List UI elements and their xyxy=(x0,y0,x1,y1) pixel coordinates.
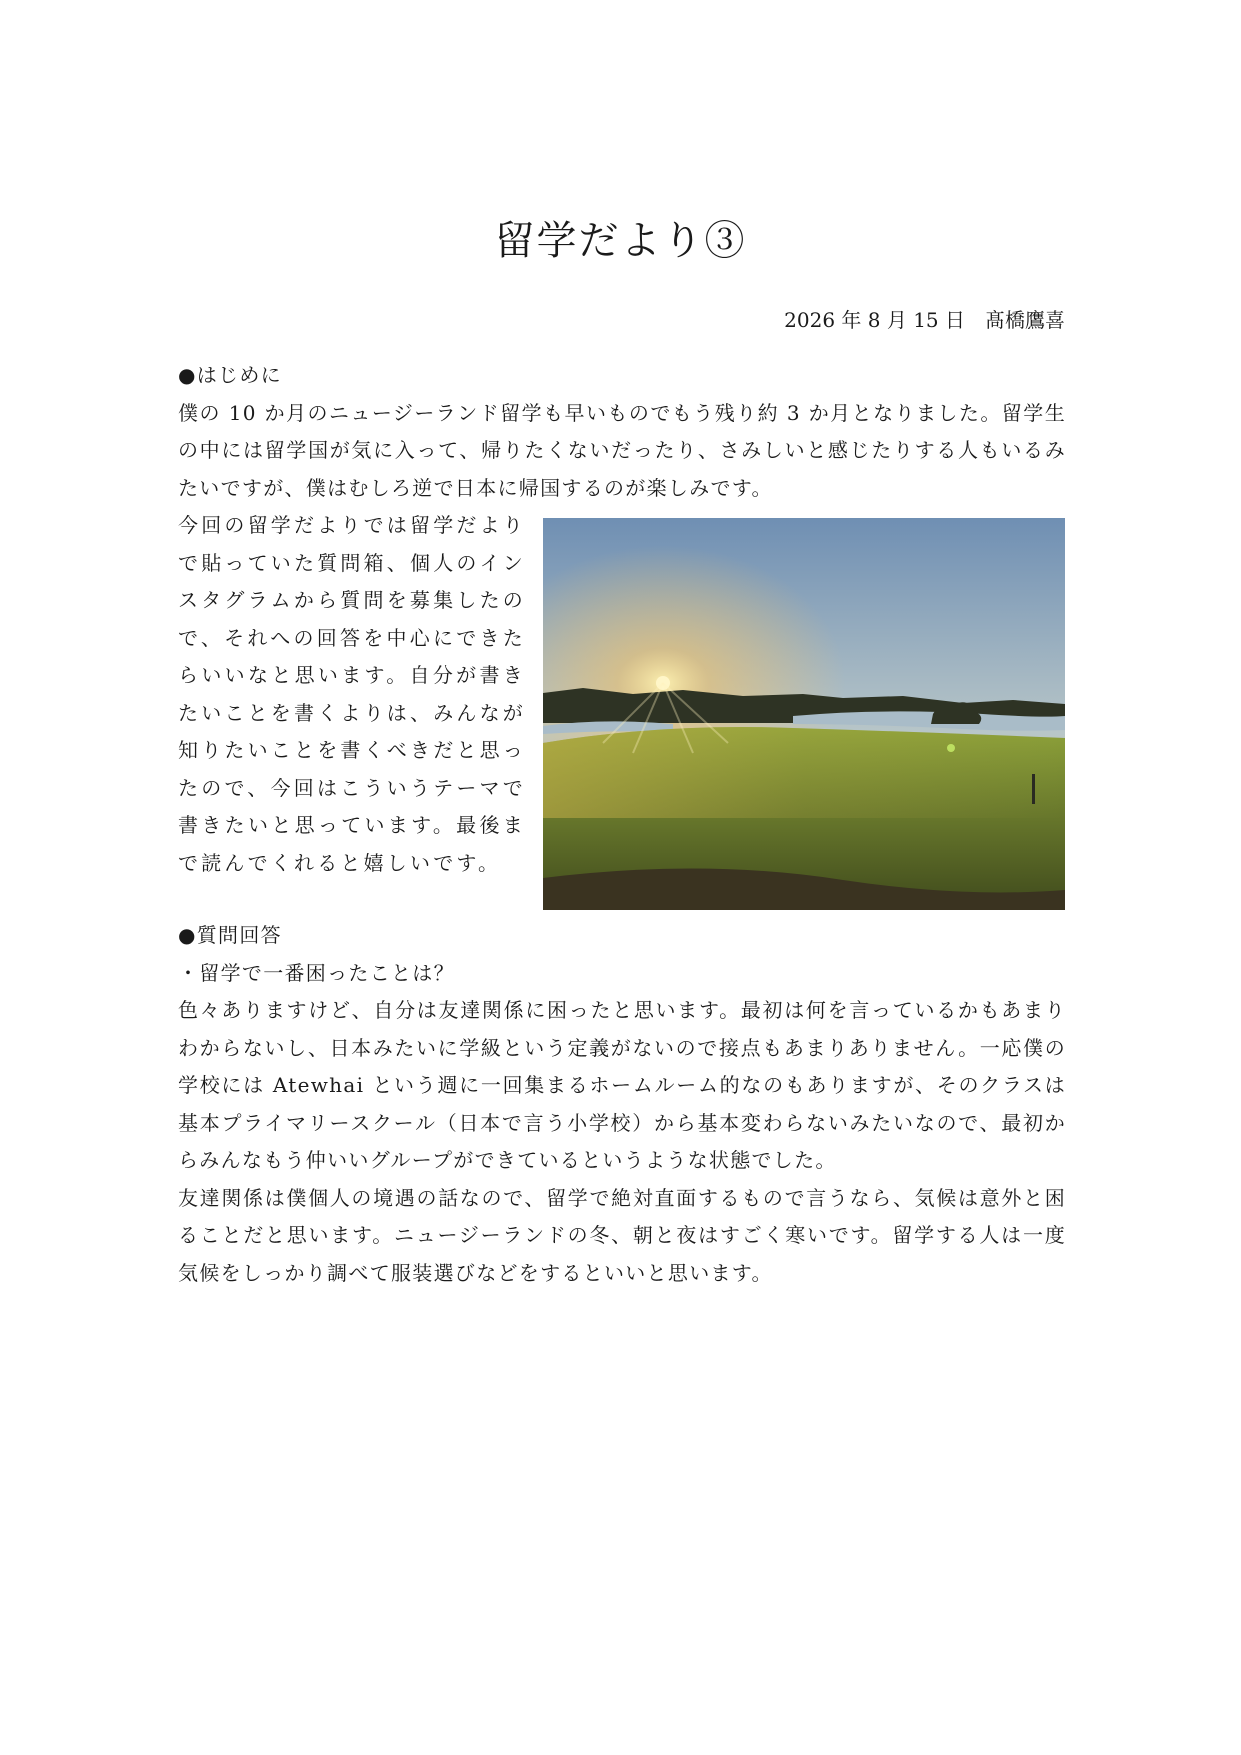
qa-section xyxy=(178,917,1066,1292)
intro-wrap-paragraph: 今回の留学だよりでは留学だよりで貼っていた質問箱、個人のインスタグラムから質問を募集したので、それへの回答を中心にできたらいいなと思います。自分が書きたいことを書くよりは、みんなが知りたいことを書くべきだと思ったので、今回はこういうテーマで書きたいと思っています。最後まで読んでくれると嬉しいです。 xyxy=(178,513,526,875)
author-name: 髙橋鷹喜 xyxy=(985,308,1065,332)
byline xyxy=(784,302,1065,338)
document-title: 留学だより③ xyxy=(494,218,747,264)
date: 2026 年 8 月 15 日 xyxy=(784,308,965,332)
qa-heading: ●質問回答 xyxy=(178,923,282,947)
sunlit-grass xyxy=(543,727,1065,818)
sunset-landscape-photo xyxy=(543,518,1065,910)
qa-question: ・留学で一番困ったことは？ xyxy=(178,960,455,985)
fence-post xyxy=(1032,774,1035,804)
qa-answer-1: 色々ありますけど、自分は友達関係に困ったと思います。最初は何を言っているかもあまりわからないし、日本みたいに学級という定義がないので接点もあまりありません。一応僕の学校には Atewhai という週に一回集まるホームルーム的なのもありますが、そのクラスは基本プライマリースクール（日本で言う小学校）から基本変わらないみたいなので、最初からみんなもう仲いいグループができているというような状態でした。 xyxy=(178,998,1066,1172)
intro-paragraph: 僕の 10 か月のニュージーランド留学も早いものでもう残り約 3 か月となりました。留学生の中には留学国が気に入って、帰りたくないだったり、さみしいと感じたりする人もいるみたいですが、僕はむしろ逆で日本に帰国するのが楽しみです。 xyxy=(178,400,1066,500)
qa-answer-2: 友達関係は僕個人の境遇の話なので、留学で絶対直面するもので言うなら、気候は意外と困ることだと思います。ニュージーランドの冬、朝と夜はすごく寒いです。留学する人は一度気候をしっかり調べて服装選びなどをするといいと思います。 xyxy=(178,1185,1066,1285)
lens-flare xyxy=(947,744,955,752)
intro-section xyxy=(178,357,1066,507)
intro-heading: ●はじめに xyxy=(178,363,282,387)
